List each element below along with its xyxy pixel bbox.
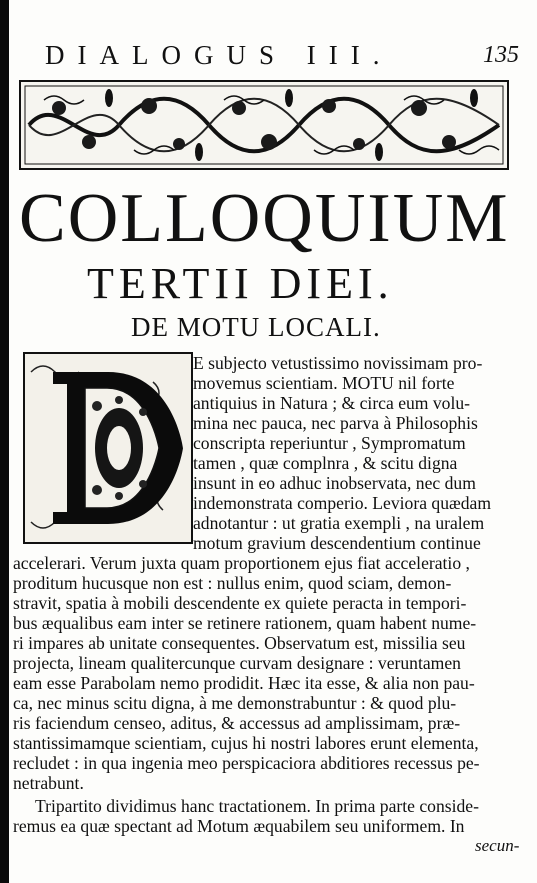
text-line: conscripta reperiuntur , Sympromatum: [193, 433, 466, 453]
decorative-headpiece: [19, 80, 509, 170]
text-line: movemus scientiam. MOTU nil forte: [193, 373, 455, 393]
text-line: proditum hucusque non est : nullus enim, quod sciam, demon-: [13, 573, 452, 593]
text-line: indemonstrata comperio. Leviora quædam: [193, 493, 492, 513]
text-line: stantissimamque scientiam, cujus hi nostri labores erunt elementa,: [13, 733, 479, 753]
text-line: Tripartito dividimus hanc tractationem. In prima parte conside-: [35, 796, 479, 816]
text-line: netrabunt.: [13, 773, 84, 793]
sub-heading: TERTII DIEI.: [87, 259, 394, 308]
text-line: eam esse Parabolam nemo prodidit. Hæc ita esse, & alia non pau-: [13, 673, 475, 693]
text-line: projecta, lineam qualitercunque curvam designare : veruntamen: [13, 653, 461, 673]
section-heading: DE MOTU LOCALI.: [131, 312, 381, 342]
text-line: accelerari. Verum juxta quam proportionem ejus fiat acceleratio ,: [13, 553, 470, 573]
text-line: adnotantur : ut gratia exempli , na uralem: [193, 513, 485, 533]
main-heading: COLLOQUIUM: [19, 180, 510, 257]
catchword: secun-: [475, 836, 520, 855]
text-line: tamen , quæ complnra , & scitu digna: [193, 453, 458, 473]
text-line: remus ea quæ spectant ad Motum æquabilem seu uniformem. In: [13, 816, 465, 836]
text-line: antiquius in Natura ; & circa eum volu-: [193, 393, 471, 413]
text-line: mina nec pauca, nec parva à Philosophis: [193, 413, 478, 433]
text-line: stravit, spatia à mobili descendente ex quiete peracta in tempori-: [13, 593, 467, 613]
book-page: [9, 0, 537, 883]
text-line: insunt in eo adhuc inobservata, nec dum: [193, 473, 476, 493]
running-head: [19, 40, 519, 76]
text-line: ri impares ab unitate consequentes. Observatum est, missilia seu: [13, 633, 466, 653]
text-line: motum gravium descendentium continue: [193, 533, 481, 553]
text-line: ris faciendum censeo, aditus, & accessus ad amplissimam, præ-: [13, 713, 461, 733]
text-line: E subjecto vetustissimo novissimam pro-: [193, 353, 483, 373]
page-number: 135: [483, 42, 519, 68]
text-line: ca, nec minus scitu digna, à me demonstrabuntur : & quod plu-: [13, 693, 457, 713]
text-line: recludet : in qua ingenia meo perspicaciora abditiores recessus pe-: [13, 753, 480, 773]
text-line: bus æqualibus eam inter se retinere rationem, quam habent nume-: [13, 613, 477, 633]
ornamental-drop-cap: [23, 352, 193, 544]
running-title: DIALOGUS III.: [45, 40, 393, 70]
binding-gutter: [0, 0, 9, 883]
